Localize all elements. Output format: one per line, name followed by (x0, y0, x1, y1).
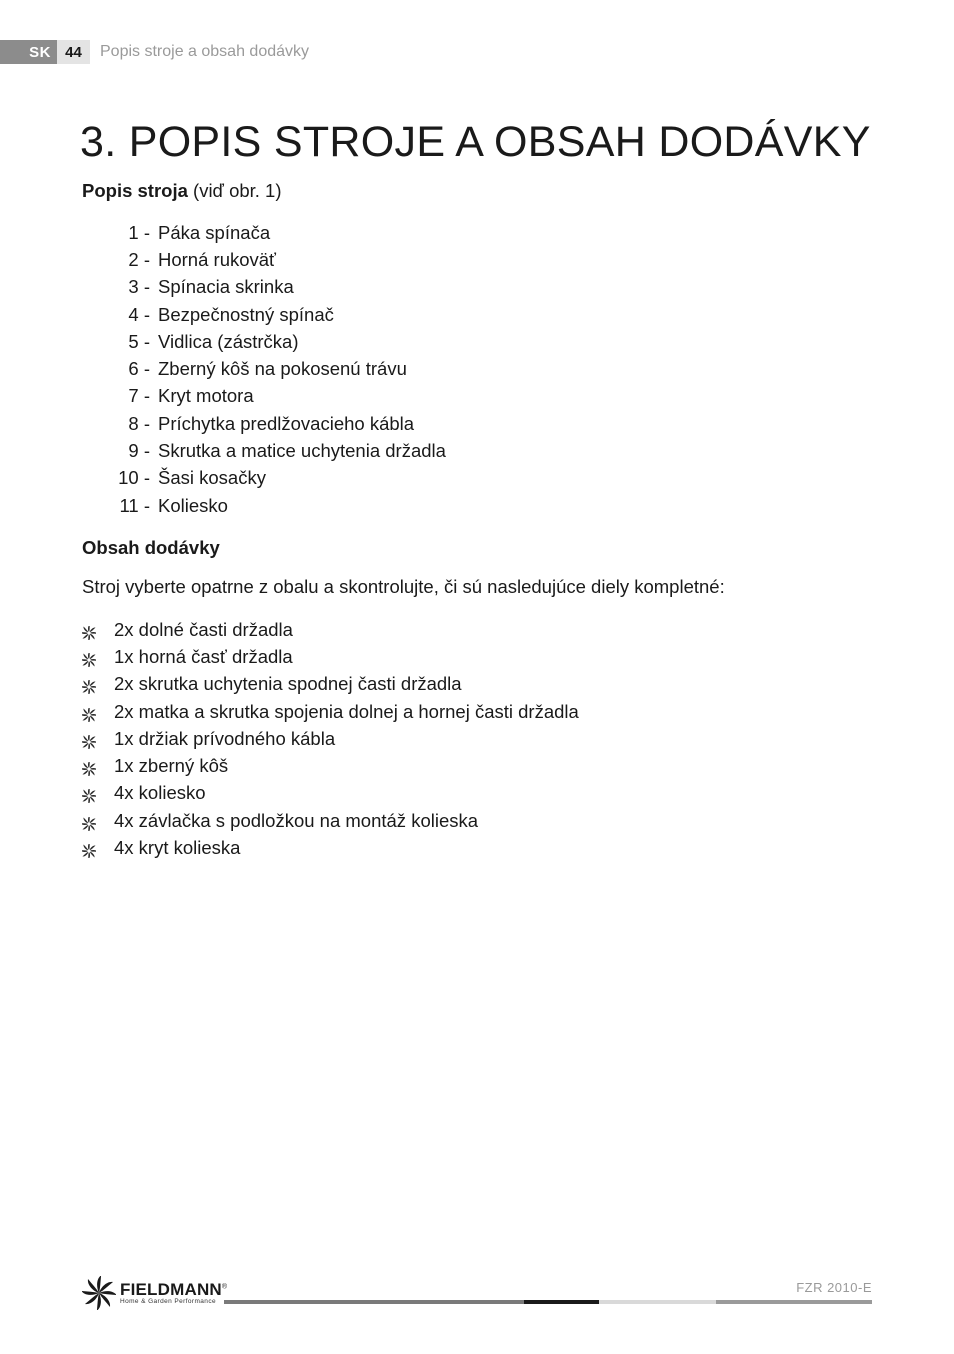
item-text: 1x horná časť držadla (114, 645, 293, 667)
list-item (82, 725, 579, 752)
item-text: Príchytka predlžovacieho kábla (158, 412, 415, 434)
item-number: 7 - (128, 385, 150, 407)
item-text: Šasi kosačky (158, 467, 266, 489)
fan-flower-bullet-icon (82, 732, 96, 746)
item-number: 8 - (128, 412, 150, 434)
model-code: FZR 2010-E (796, 1280, 872, 1295)
list-item (82, 752, 579, 779)
footer-rule (224, 1300, 872, 1304)
list-item (82, 834, 579, 861)
fan-flower-bullet-icon (82, 759, 96, 773)
brand-tagline: Home & Garden Performance (120, 1297, 216, 1305)
item-text: Vidlica (zástrčka) (158, 330, 299, 352)
list-item (110, 465, 446, 492)
item-number: 1 - (128, 221, 150, 243)
item-number: 11 - (119, 494, 150, 516)
page-number: 44 (57, 40, 90, 64)
list-item (82, 616, 579, 643)
list-item (110, 437, 446, 464)
fan-flower-bullet-icon (82, 814, 96, 828)
fan-flower-bullet-icon (82, 705, 96, 719)
list-item (82, 643, 579, 670)
item-text: Kryt motora (158, 385, 254, 407)
list-item (110, 246, 446, 273)
brand-name-text: FIELDMANN (120, 1279, 222, 1299)
item-text: 1x zberný kôš (114, 755, 229, 777)
item-number: 9 - (128, 440, 150, 462)
page-header (0, 40, 309, 64)
brand-text (120, 1281, 227, 1306)
list-item (110, 301, 446, 328)
item-text: Páka spínača (158, 221, 271, 243)
page-title: 3. POPIS STROJE A OBSAH DODÁVKY (80, 118, 871, 166)
item-text: Zberný kôš na pokosenú trávu (158, 358, 407, 380)
list-item (82, 671, 579, 698)
item-text: 2x matka a skrutka spojenia dolnej a hornej časti držadla (114, 700, 579, 722)
item-text: Spínacia skrinka (158, 276, 294, 298)
item-number: 10 - (118, 467, 150, 489)
list-item (82, 780, 579, 807)
item-text: 2x dolné časti držadla (114, 618, 293, 640)
item-number: 5 - (128, 330, 150, 352)
list-item (82, 807, 579, 834)
item-text: Bezpečnostný spínač (158, 303, 334, 325)
item-number: 6 - (128, 358, 150, 380)
item-text: 4x závlačka s podložkou na montáž kolieska (114, 809, 479, 831)
item-text: 4x kryt kolieska (114, 837, 241, 859)
item-text: 4x koliesko (114, 782, 206, 804)
item-text: 2x skrutka uchytenia spodnej časti držadla (114, 673, 462, 695)
item-text: Skrutka a matice uchytenia držadla (158, 440, 446, 462)
list-item (82, 698, 579, 725)
item-number: 2 - (128, 248, 150, 270)
fan-flower-bullet-icon (82, 650, 96, 664)
language-badge: SK (0, 40, 57, 64)
list-item (110, 492, 446, 519)
item-number: 4 - (128, 303, 150, 325)
footer-rule-segment (224, 1300, 524, 1304)
fan-flower-bullet-icon (82, 623, 96, 637)
brand-logo (82, 1276, 227, 1310)
list-item (110, 383, 446, 410)
item-number: 3 - (128, 276, 150, 298)
item-text: 1x držiak prívodného kábla (114, 727, 336, 749)
list-item (110, 355, 446, 382)
description-heading-rest: (viď obr. 1) (187, 180, 282, 201)
list-item (110, 410, 446, 437)
fan-flower-bullet-icon (82, 677, 96, 691)
delivery-intro: Stroj vyberte opatrne z obalu a skontrolujte, či sú nasledujúce diely kompletné: (82, 576, 725, 597)
footer-rule-segment (524, 1300, 599, 1304)
list-item (110, 219, 446, 246)
item-text: Koliesko (158, 494, 228, 516)
description-heading-bold: Popis stroja (82, 180, 188, 201)
delivery-heading-text: Obsah dodávky (82, 537, 220, 558)
registered-mark: ® (221, 1283, 228, 1291)
description-heading (82, 180, 282, 202)
brand-name (120, 1281, 227, 1298)
footer-rule-segment (599, 1300, 716, 1304)
fan-flower-bullet-icon (82, 841, 96, 855)
list-item (110, 328, 446, 355)
item-text: Horná rukoväť (158, 248, 276, 270)
delivery-list (82, 616, 579, 862)
list-item (110, 274, 446, 301)
running-title: Popis stroje a obsah dodávky (100, 43, 310, 60)
fan-flower-bullet-icon (82, 786, 96, 800)
footer-rule-segment (716, 1300, 872, 1304)
fieldmann-fan-icon (82, 1276, 116, 1310)
delivery-heading (82, 537, 220, 559)
parts-list (110, 219, 446, 519)
